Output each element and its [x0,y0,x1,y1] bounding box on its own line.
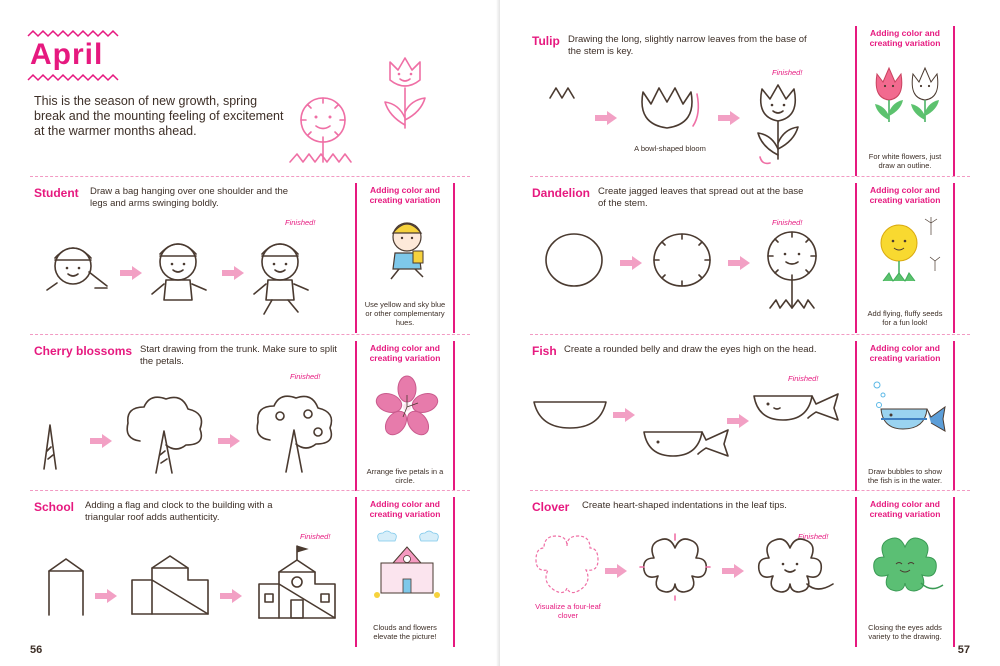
student-step-3-drawing [250,228,325,313]
arrow-icon [90,434,112,448]
section-clover [500,492,1000,647]
variation-box [855,341,955,491]
header-flowers-illustration [285,50,455,175]
section-description: Create heart-shaped indentations in the leaf tips. [582,500,787,511]
arrow-icon [620,256,642,270]
intro-text: This is the season of new growth, spring break and the mounting feeling of excitement at the warmer months ahead. [34,94,284,138]
section-title: Tulip [532,34,560,48]
clover-step-3-finished [755,532,845,602]
finished-label: Finished! [290,372,321,381]
variation-note: Add flying, fluffy seeds for a fun look! [867,309,943,327]
dandelion-step-2-drawing [650,230,715,290]
section-description: Draw a bag hanging over one shoulder and the legs and arms swinging boldly. [90,186,289,209]
variation-box [355,183,455,333]
arrow-icon [220,589,242,603]
arrow-icon [718,111,740,125]
variation-note: For white flowers, just draw an outline. [868,152,942,170]
page-title: April [30,38,104,71]
step-caption: A bowl-shaped bloom [634,144,706,153]
clover-step-1-guide [534,534,600,600]
tulip-step-1-drawing [548,86,578,101]
variation-title: Adding color and creating variation [869,185,941,205]
fish-step-2-drawing [640,426,735,461]
section-divider [30,176,470,177]
colored-cherry-blossom-illustration [375,371,439,441]
cherry-step-2-tree [120,391,210,476]
section-divider [30,334,470,335]
section-cherry-blossoms [0,336,500,491]
section-description: Create a rounded belly and draw the eyes high on the head. [564,344,817,355]
step-caption: Visualize a four-leaf clover [535,602,601,620]
variation-title: Adding color and creating variation [369,185,441,205]
section-title: Dandelion [532,186,591,200]
variation-title: Adding color and creating variation [369,499,441,519]
fish-step-3-finished [750,390,845,425]
finished-label: Finished! [772,218,803,227]
finished-label: Finished! [772,68,803,77]
arrow-icon [605,564,627,578]
arrow-icon [120,266,142,280]
arrow-icon [222,266,244,280]
tulip-step-3-finished [752,81,812,166]
section-description: Adding a flag and clock to the building with a triangular roof adds authenticity. [85,500,273,523]
colored-tulips-illustration [871,64,945,126]
section-description: Create jagged leaves that spread out at the base of the stem. [598,186,804,209]
colored-school-illustration [371,529,443,601]
section-title: School [34,500,75,514]
section-title: Student [34,186,79,200]
finished-label: Finished! [300,532,331,541]
section-title: Cherry blossoms [34,344,133,358]
variation-box [855,497,955,647]
section-title: Fish [532,344,557,358]
variation-box [855,183,955,333]
finished-label: Finished! [788,374,819,383]
clover-step-2-drawing [640,532,710,602]
section-divider [530,490,970,491]
arrow-icon [613,408,635,422]
arrow-icon [218,434,240,448]
section-divider [530,176,970,177]
colored-dandelion-illustration [873,217,945,287]
section-school [0,492,500,647]
section-tulip [500,26,1000,181]
colored-clover-illustration [871,531,945,601]
variation-title: Adding color and creating variation [869,499,941,519]
school-step-2-drawing [128,552,213,617]
page-number: 57 [957,644,970,656]
right-page [500,0,1000,666]
variation-box [355,341,455,491]
arrow-icon [95,589,117,603]
section-student [0,178,500,333]
variation-note: Clouds and flowers elevate the picture! [373,623,437,641]
finished-label: Finished! [285,218,316,227]
school-step-1-drawing [45,557,90,617]
finished-label: Finished! [798,532,829,541]
variation-title: Adding color and creating variation [369,343,441,363]
variation-title: Adding color and creating variation [869,28,941,48]
dandelion-step-1-drawing [542,230,607,290]
section-title: Clover [532,500,570,514]
section-divider [30,490,470,491]
zigzag-decoration-top [28,30,118,38]
section-divider [530,334,970,335]
section-dandelion [500,178,1000,333]
arrow-icon [595,111,617,125]
arrow-icon [722,564,744,578]
variation-box [355,497,455,647]
section-description: Start drawing from the trunk. Make sure to split the petals. [140,344,337,367]
student-step-1-drawing [45,228,125,303]
variation-box [855,26,955,176]
variation-note: Draw bubbles to show the fish is in the water. [867,467,943,485]
variation-note: Use yellow and sky blue or other complementary hues. [364,300,446,327]
cherry-step-3-finished [250,386,340,476]
colored-fish-illustration [871,377,947,437]
fish-step-1-drawing [530,396,610,431]
variation-note: Closing the eyes adds variety to the drawing. [868,623,942,641]
dandelion-step-3-finished [758,228,828,323]
student-step-2-drawing [148,228,218,308]
section-fish [500,336,1000,491]
arrow-icon [727,414,749,428]
school-step-3-drawing [255,542,340,622]
section-description: Drawing the long, slightly narrow leaves from the base of the stem is key. [568,34,807,57]
page-number: 56 [30,644,43,656]
arrow-icon [728,256,750,270]
cherry-step-1-trunk [40,421,60,471]
variation-note: Arrange five petals in a circle. [366,467,444,485]
colored-student-illustration [377,211,437,281]
zigzag-decoration-bottom [28,74,118,82]
tulip-step-2-drawing [635,84,700,134]
variation-title: Adding color and creating variation [869,343,941,363]
